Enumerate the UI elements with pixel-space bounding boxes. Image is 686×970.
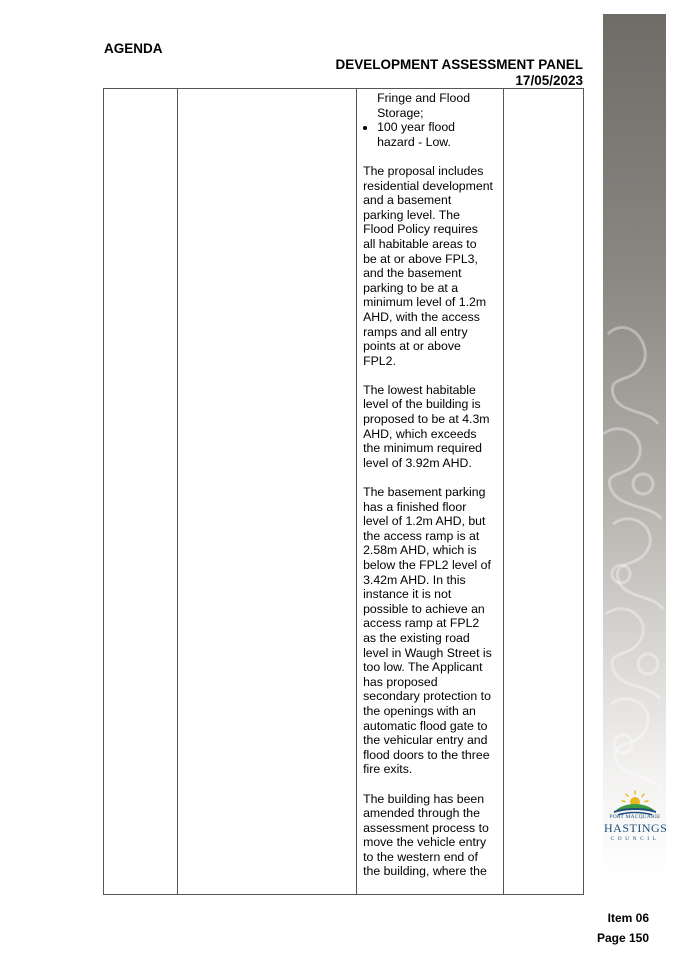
comment-line: parking level. The — [363, 207, 460, 222]
comment-line: assessment process to — [363, 820, 489, 835]
comment-line: The building has been — [363, 791, 485, 806]
comment-line: possible to achieve an — [363, 601, 485, 616]
table-cell-comments — [357, 89, 504, 895]
item-number: Item 06 — [607, 911, 649, 925]
panel-heading: DEVELOPMENT ASSESSMENT PANEL — [335, 57, 583, 72]
table-cell-empty-2 — [178, 89, 357, 895]
comment-line: FPL2. — [363, 353, 396, 368]
comment-line: 3.42m AHD. In this — [363, 572, 466, 587]
comment-line: the access ramp is at — [363, 528, 480, 543]
comment-line: parking to be at a — [363, 280, 459, 295]
comment-line: The lowest habitable — [363, 382, 476, 397]
comment-line: access ramp at FPL2 — [363, 616, 480, 631]
comment-line: below the FPL2 level of — [363, 558, 491, 572]
comment-line: level of 3.92m AHD. — [363, 455, 472, 470]
table-cell-empty-4 — [503, 89, 583, 895]
comment-line: amended through the — [363, 806, 480, 821]
comment-line: has a finished floor — [363, 499, 467, 514]
page-number: Page 150 — [596, 931, 649, 945]
comment-line: and the basement — [363, 266, 462, 281]
comment-paragraph — [363, 164, 499, 368]
logo-text-council: COUNCIL — [610, 836, 660, 842]
logo-text-hastings: HASTINGS — [604, 821, 668, 835]
comment-line: and a basement — [363, 193, 452, 208]
comment-line: level of 1.2m AHD, but — [363, 514, 486, 529]
comment-line: minimum level of 1.2m — [363, 295, 487, 310]
comment-line: too low. The Applicant — [363, 660, 483, 675]
comment-line: level in Waugh Street is — [363, 645, 492, 660]
comment-line: proposed to be at 4.3m — [363, 412, 490, 427]
comment-line: to the western end of — [363, 849, 478, 864]
comment-line: fire exits. — [363, 762, 413, 777]
bullet-continuation-line: Fringe and Flood Storage; — [377, 91, 471, 120]
comment-line: automatic flood gate to — [363, 718, 488, 733]
comment-line: 2.58m AHD, which is — [363, 543, 477, 558]
comment-line: instance it is not — [363, 587, 452, 602]
comment-line: level of the building is — [363, 397, 481, 412]
agenda-heading: AGENDA — [104, 41, 163, 56]
decorative-side-bar — [603, 14, 666, 878]
decorative-swirl-pattern — [603, 14, 666, 878]
comment-line: the building, where the — [363, 864, 487, 879]
comment-line: the minimum required — [363, 441, 482, 456]
bullet-list — [363, 120, 499, 149]
comment-paragraph — [363, 485, 499, 777]
comment-line: be at or above FPL3, — [363, 251, 478, 266]
comment-line: move the vehicle entry — [363, 835, 487, 850]
comment-line: secondary protection to — [363, 689, 491, 704]
comment-line: the openings with an — [363, 703, 476, 718]
logo-text-port-macquarie: PORT MACQUARIE — [609, 814, 661, 820]
meeting-date: 17/05/2023 — [515, 73, 583, 88]
comment-line: Flood Policy requires — [363, 222, 478, 237]
comment-line: ramps and all entry — [363, 324, 468, 339]
comment-line: The proposal includes — [363, 163, 484, 178]
bullet-item: • 100 year flood hazard - Low. — [377, 120, 499, 149]
comment-line: flood doors to the three — [363, 747, 490, 762]
comment-line: AHD, which exceeds — [363, 426, 477, 441]
comment-line: as the existing road — [363, 630, 470, 645]
comment-line: the vehicular entry and — [363, 733, 488, 748]
comment-paragraph — [363, 792, 499, 880]
comment-line: has proposed — [363, 674, 438, 689]
comment-line: all habitable areas to — [363, 236, 477, 251]
comment-line: residential development — [363, 178, 493, 193]
comment-paragraph — [363, 383, 499, 471]
bullet-continuation — [363, 91, 499, 120]
assessment-table — [103, 88, 584, 895]
comment-line: AHD, with the access — [363, 309, 480, 324]
comment-line: points at or above — [363, 339, 461, 354]
comment-text — [357, 89, 503, 879]
comment-line: The basement parking — [363, 485, 486, 500]
table-cell-empty-1 — [104, 89, 178, 895]
